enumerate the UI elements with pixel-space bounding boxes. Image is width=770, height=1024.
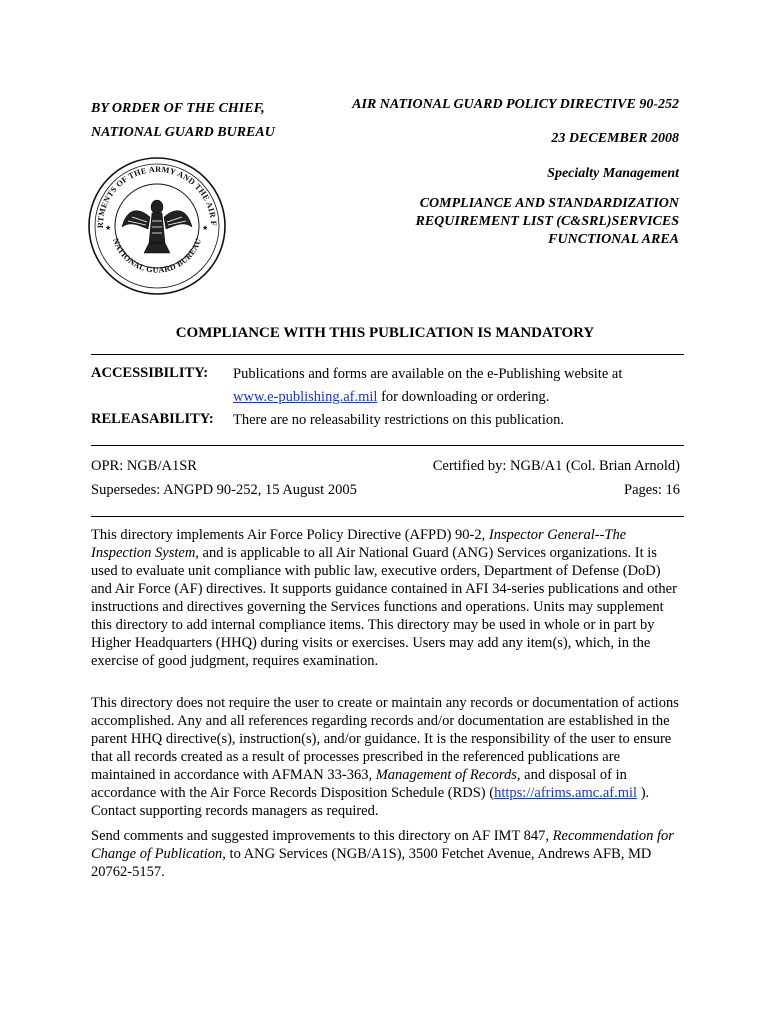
comments-paragraph — [91, 827, 680, 881]
title-line-2: REQUIREMENT LIST (C&SRL)SERVICES — [415, 214, 679, 229]
title-line-3: FUNCTIONAL AREA — [548, 232, 679, 247]
para3-text: Send comments and suggested improvements to this directory on AF IMT 847, — [91, 828, 553, 844]
divider — [91, 516, 684, 517]
national-guard-bureau-seal-icon — [86, 155, 228, 297]
accessibility-label: ACCESSIBILITY: — [91, 365, 209, 381]
releasability-label: RELEASABILITY: — [91, 411, 214, 427]
divider — [91, 445, 684, 446]
title-line-1: COMPLIANCE AND STANDARDIZATION — [419, 196, 679, 211]
directive-date: 23 DECEMBER 2008 — [551, 131, 679, 146]
para2-text-cont: and disposal of in accordance with the Air Force Records Disposition Schedule (RDS) ( — [91, 767, 627, 801]
afman-title: Management of Records, — [375, 767, 521, 783]
mandatory-notice: COMPLIANCE WITH THIS PUBLICATION IS MANDATORY — [175, 325, 595, 341]
issuer-line-2: NATIONAL GUARD BUREAU — [91, 125, 275, 140]
afrims-link[interactable]: https://afrims.amc.af.mil — [494, 785, 638, 801]
imt847-title: Recommendation for Change of Publication — [91, 828, 674, 862]
opr-row — [91, 458, 680, 475]
svg-text:★: ★ — [202, 224, 209, 232]
purpose-paragraph — [91, 526, 680, 670]
opr: OPR: NGB/A1SR — [91, 458, 197, 474]
issuer-line-1: BY ORDER OF THE CHIEF, — [91, 101, 265, 116]
releasability-text: There are no releasability restrictions on this publication. — [233, 412, 564, 428]
svg-text:DEPARTMENTS OF THE ARMY AND TH: RTMENTS OF THE ARMY AND THE AIR F — [95, 164, 219, 229]
divider — [91, 354, 684, 355]
para1-text: This directory implements Air Force Policy Directive (AFPD) 90-2, — [91, 527, 489, 543]
issuing-authority — [91, 97, 275, 145]
certified-by: Certified by: NGB/A1 (Col. Brian Arnold) — [432, 458, 680, 474]
accessibility-text-lead: Publications and forms are available on the e-Publishing website at — [233, 366, 623, 382]
epublishing-link[interactable]: www.e-publishing.af.mil — [233, 389, 378, 405]
records-paragraph — [91, 694, 680, 820]
svg-text:★: ★ — [105, 224, 112, 232]
supersedes: Supersedes: ANGPD 90-252, 15 August 2005 — [91, 482, 357, 498]
accessibility-text-tail: for downloading or ordering. — [377, 389, 550, 405]
para3-text-cont: , to ANG Services (NGB/A1S), 3500 Fetchet Avenue, Andrews AFB, MD 20762-5157. — [91, 846, 652, 880]
accessibility-text — [233, 363, 680, 409]
page-count: Pages: 16 — [624, 482, 680, 498]
afpd-title: Inspector General--The Inspection System, — [91, 527, 627, 561]
para2-text: This directory does not require the user to create or maintain any records or documentation of actions accomplished. Any and all references regarding records and/or documentation are established in the parent HHQ directive(s), instruction(s), and/or guidance. It is the responsibility of the user to ensure that all records created as a result of processes prescribed in the referenced publications are maintained in accordance with AFMAN 33-363, — [91, 695, 679, 783]
directive-number: AIR NATIONAL GUARD POLICY DIRECTIVE 90-252 — [352, 97, 679, 112]
supersedes-row — [91, 482, 680, 499]
para2-text-end: ). Contact supporting records managers as required. — [91, 785, 650, 819]
para1-text-cont: and is applicable to all Air National Guard (ANG) Services organizations. It is used to evaluate unit compliance with public law, executive orders, Department of Defense (DoD) and Air Force (AF) directives. It supports guidance contained in AFI 34-series publications and other instructions and directives governing the Services functions and operations. Units may supplement this directory to add internal compliance items. This directory may be used in whole or in part by Higher Headquarters (HHQ) during visits or exercises. Users may add any item(s), which, in the exercise of good judgment, requires examination. — [91, 545, 677, 669]
directive-title — [416, 195, 680, 249]
directive-category: Specialty Management — [547, 166, 679, 181]
svg-text:NATIONAL GUARD BUREAU: NATIONAL GUARD BUREAU — [110, 237, 204, 275]
